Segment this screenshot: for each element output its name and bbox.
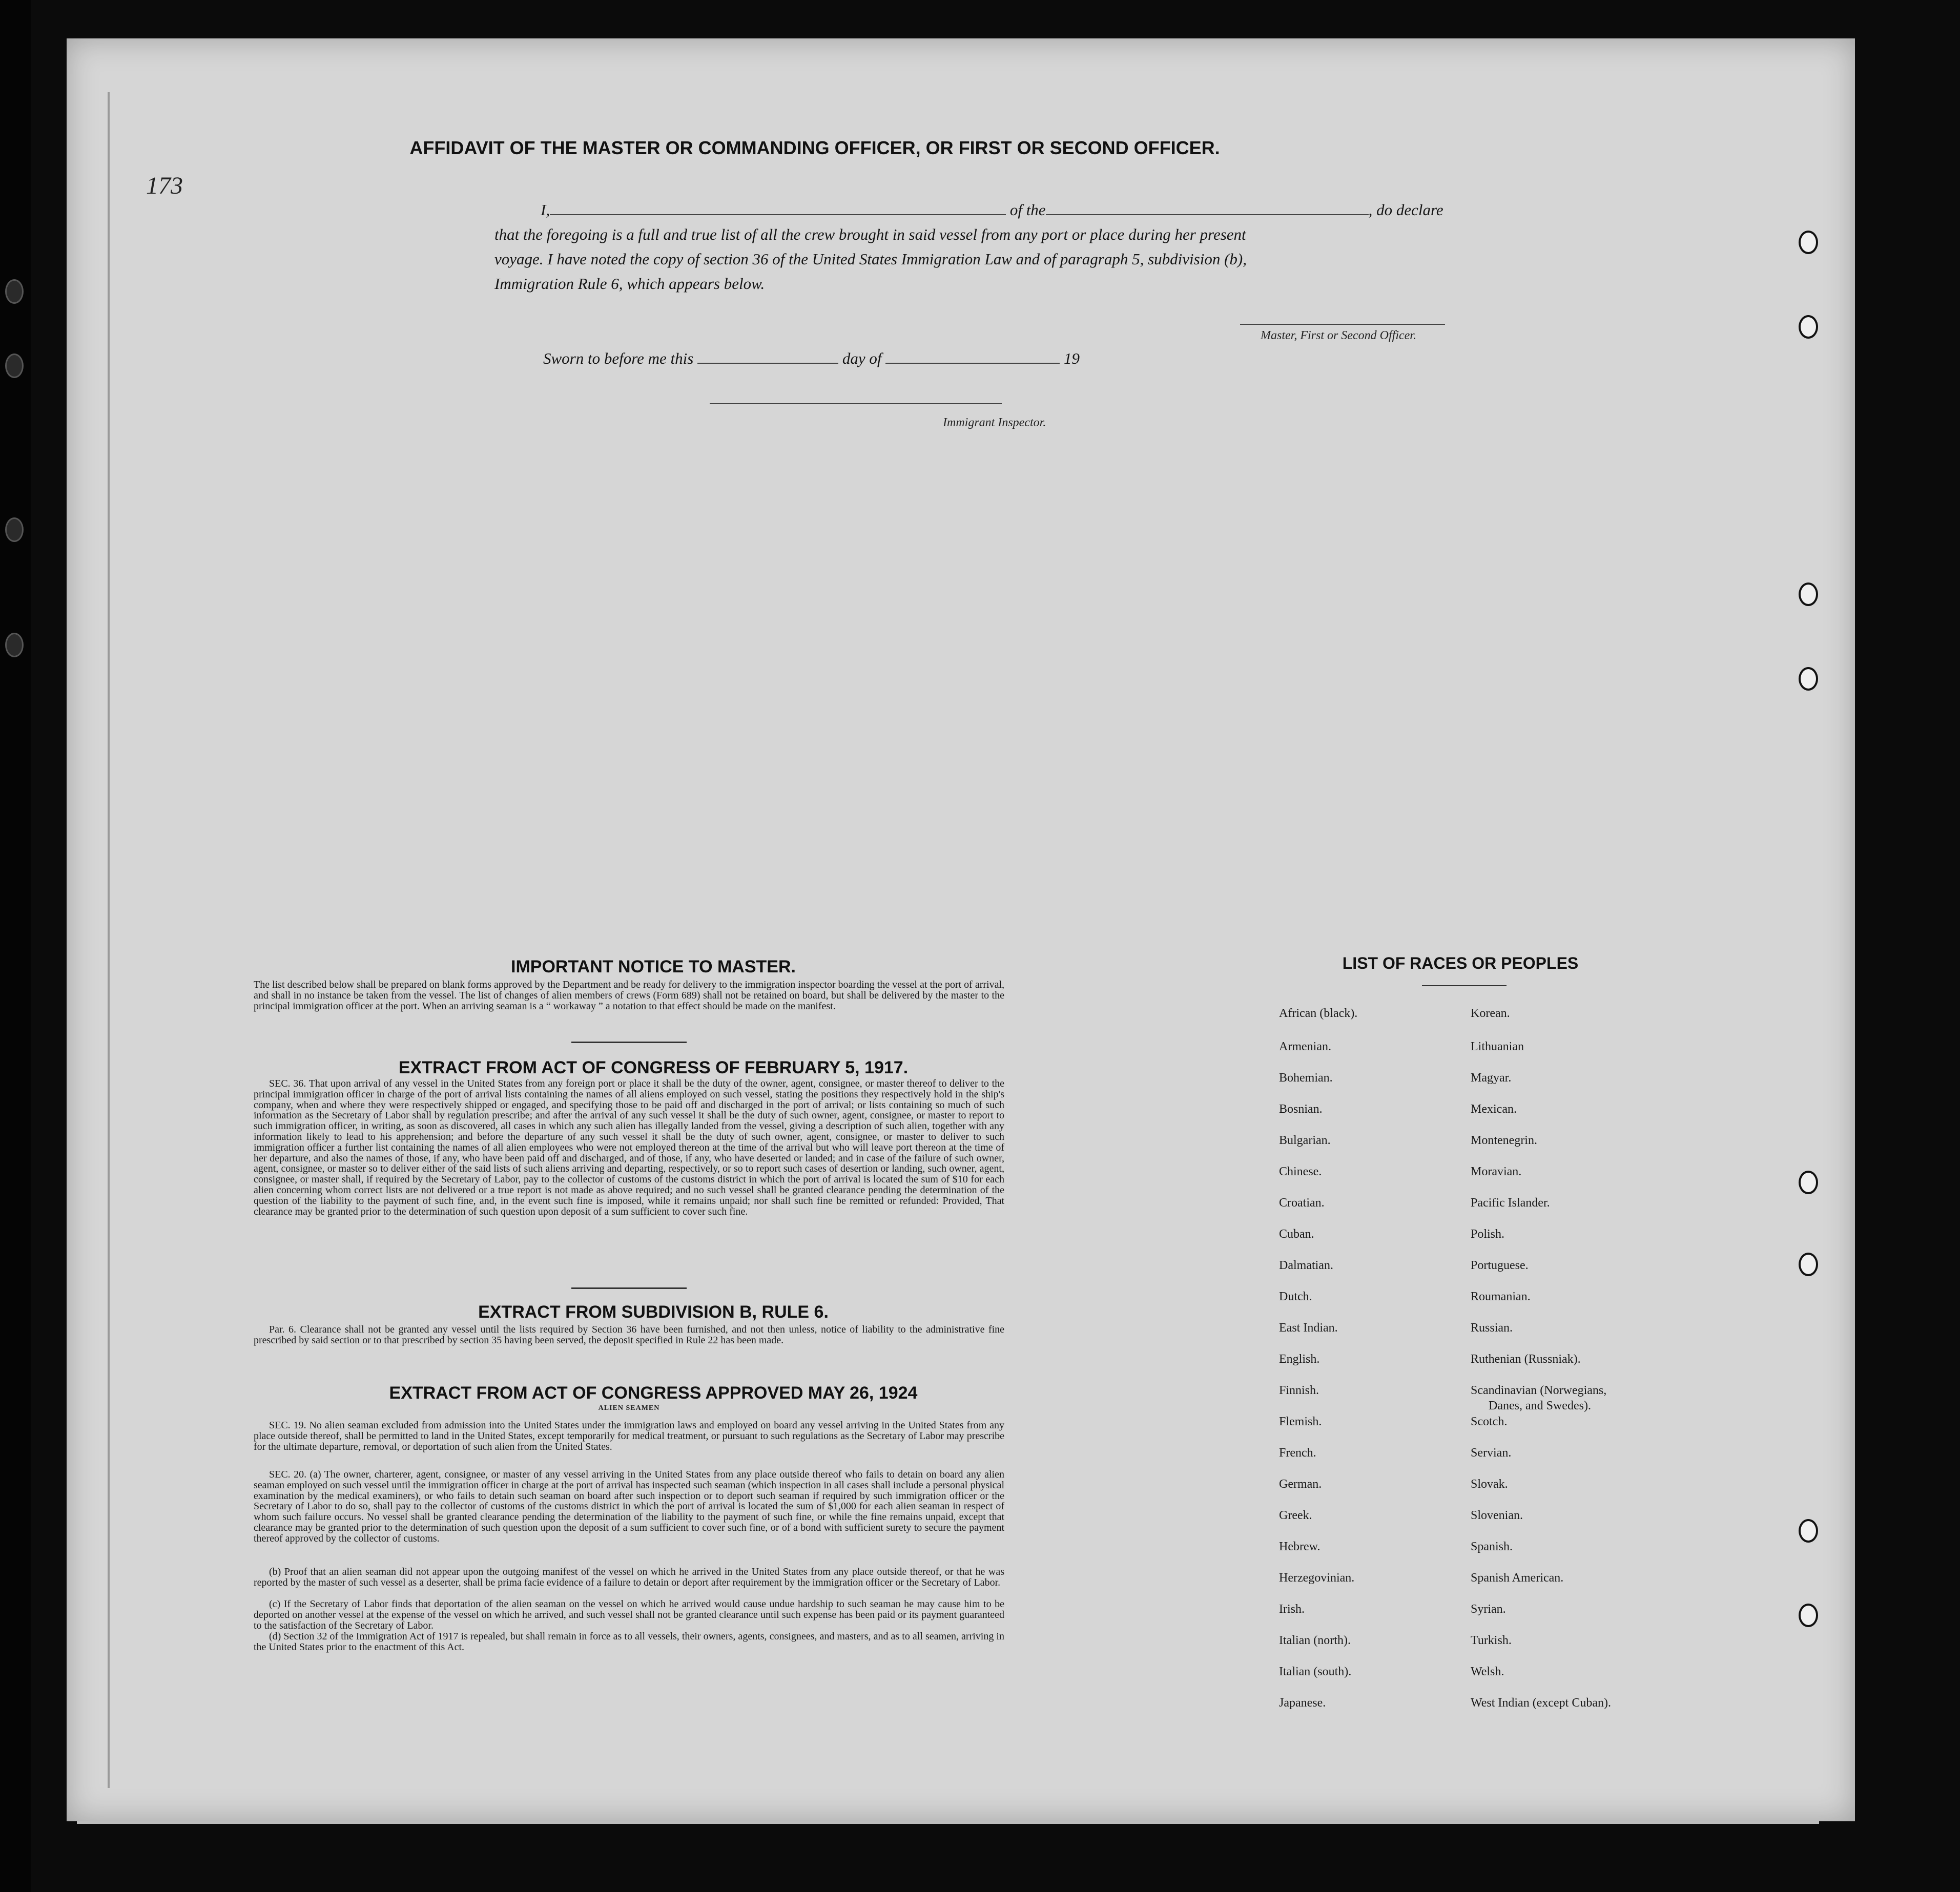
race-item: English.: [1279, 1353, 1320, 1366]
race-item: Magyar.: [1471, 1071, 1512, 1085]
race-item: Slovak.: [1471, 1478, 1508, 1491]
race-item: Spanish American.: [1471, 1571, 1564, 1585]
affidavit-line-3: voyage. I have noted the copy of section 36 of the United States Immigration Law and of paragraph 5, subdivision (b),: [494, 250, 1247, 268]
race-item: Danes, and Swedes).: [1489, 1399, 1591, 1412]
binder-hole: [5, 517, 24, 542]
affidavit-declare-label: , do declare: [1368, 201, 1443, 219]
race-item: Croatian.: [1279, 1196, 1325, 1210]
important-notice-title: IMPORTANT NOTICE TO MASTER.: [511, 957, 796, 976]
extract-1924-sec19: SEC. 19. No alien seaman excluded from admission into the United States under the immigration laws and employed on board any vessel arriving in the United States from any place outside thereof, shall be permitted to land in the United States, except temporarily for medical treatment, or pursuant to such regulations as the Secretary of Labor may prescribe for the ultimate departure, removal, or deportation of such alien from the United States.: [254, 1420, 1004, 1452]
inspector-signature-line[interactable]: [710, 402, 1002, 404]
race-item: Greek.: [1279, 1509, 1312, 1522]
extract-1924-sec20b: (b) Proof that an alien seaman did not appear upon the outgoing manifest of the vessel on which he arrived in the United States from any place outside thereof, or that he was reported by the master of such vessel as a deserter, shall be prima facie evidence of a failure to detain or deport after requirement by the immigration officer or the Secretary of Labor.: [254, 1566, 1004, 1588]
sworn-day-blank-field[interactable]: [697, 352, 838, 364]
race-item: Polish.: [1471, 1228, 1505, 1241]
race-item: Portuguese.: [1471, 1259, 1529, 1272]
punch-hole: [1799, 1171, 1818, 1194]
race-item: Finnish.: [1279, 1384, 1319, 1397]
race-item: Scandinavian (Norwegians,: [1471, 1384, 1607, 1397]
race-item: Bulgarian.: [1279, 1134, 1331, 1147]
race-item: Irish.: [1279, 1603, 1305, 1616]
race-item: Dutch.: [1279, 1290, 1312, 1303]
punch-hole: [1799, 583, 1818, 606]
affidavit-title: AFFIDAVIT OF THE MASTER OR COMMANDING OFFICER, OR FIRST OR SECOND OFFICER.: [409, 137, 1220, 158]
race-item: Mexican.: [1471, 1103, 1517, 1116]
affidavit-line-4: Immigration Rule 6, which appears below.: [494, 275, 765, 293]
race-item: Hebrew.: [1279, 1540, 1321, 1553]
race-item: Roumanian.: [1471, 1290, 1531, 1303]
race-item: Cuban.: [1279, 1228, 1314, 1241]
sworn-before-label: Sworn to before me this: [543, 349, 694, 367]
extract-1924-subtitle: ALIEN SEAMEN: [598, 1404, 660, 1412]
race-item: Montenegrin.: [1471, 1134, 1537, 1147]
extract-rule6-text: Par. 6. Clearance shall not be granted any vessel until the lists required by Section 36 have been furnished, and not then unless, notice of liability to the administrative fine prescribed by said section or to that prescribed by section 35 having been served, the deposit specified in Rule 22 has been made.: [254, 1324, 1004, 1346]
races-title-underline: [1422, 985, 1507, 986]
race-item: Scotch.: [1471, 1415, 1508, 1428]
punch-hole: [1799, 1519, 1818, 1543]
extract-1924-sec20c: (c) If the Secretary of Labor finds that deportation of the alien seaman on the vessel on which he arrived would cause undue hardship to such seaman he may cause him to be deported on another vessel at the expense of the vessel on which he arrived, and such vessel shall not be granted clearance until such expense has been paid or its payment guaranteed to the satisfaction of the Secretary of Labor.: [254, 1598, 1004, 1631]
extract-1917-title: EXTRACT FROM ACT OF CONGRESS OF FEBRUARY 5, 1917.: [398, 1058, 909, 1077]
race-item: French.: [1279, 1446, 1316, 1460]
name-blank-field[interactable]: [550, 204, 1006, 215]
sworn-line: [543, 349, 1080, 368]
race-item: Dalmatian.: [1279, 1259, 1333, 1272]
affidavit-i-label: I,: [541, 201, 550, 219]
race-item: Servian.: [1471, 1446, 1512, 1460]
race-item: Welsh.: [1471, 1665, 1504, 1678]
race-item: Syrian.: [1471, 1603, 1506, 1616]
binder-hole: [5, 633, 24, 657]
corner-page-number: 173: [146, 172, 183, 199]
officer-signature-label: Master, First or Second Officer.: [1261, 329, 1416, 342]
race-item: Russian.: [1471, 1321, 1513, 1335]
extract-1917-text: SEC. 36. That upon arrival of any vessel in the United States from any foreign port or place it shall be the duty of the owner, agent, consignee, or master thereof to deliver to the principal immigration officer in charge of the port of arrival lists containing the names of all aliens employed on such vessel, stating the positions they respectively hold in the ship's company, when and where they were respectively shipped or engaged, and specifying those to be paid off and discharged in the port of arrival; or lists containing so much of such information as the Secretary of Labor shall by regulation prescribe; and after the arrival of any such vessel it shall be the duty of such owner, agent, consignee, or master to report to such immigration officer, in writing, as soon as discovered, all cases in which any such alien has illegally landed from the vessel, giving a description of such alien, together with any information likely to lead to his apprehension; and before the departure of any such vessel it shall be the duty of such owner, agent, consignee, or master to deliver to such immigration officer a further list containing the names of all alien employees who were not employed thereon at the time of the arrival but who will leave port thereon at the time of her departure, and also the names of those, if any, who have been paid off and discharged, and of those, if any, who have deserted or landed; and in case of the failure of such owner, agent, consignee, or master so to deliver either of the said lists of such aliens arriving and departing, respectively, or so to report such cases of desertion or landing, such owner, agent, consignee, or master shall, if required by the Secretary of Labor, pay to the collector of customs of the customs district in which the port of arrival is located the sum of $10 for each alien concerning whom correct lists are not delivered or a true report is not made as above required; and no such vessel shall be granted clearance pending the determination of the question of the liability to the payment of such fine, and, in the event such fine is imposed, while it remains unpaid; nor shall such fine be remitted or refunded: Provided, That clearance may be granted prior to the determination of such question upon deposit of a sum sufficient to cover such fine.: [254, 1078, 1004, 1217]
race-item: Turkish.: [1471, 1634, 1512, 1647]
race-item: German.: [1279, 1478, 1322, 1491]
extract-rule6-title: EXTRACT FROM SUBDIVISION B, RULE 6.: [478, 1302, 829, 1322]
binder-hole: [5, 279, 24, 304]
race-item: Bosnian.: [1279, 1103, 1323, 1116]
punch-hole: [1799, 667, 1818, 691]
race-item: Bohemian.: [1279, 1071, 1333, 1085]
punch-hole: [1799, 1253, 1818, 1276]
race-item: Lithuanian: [1471, 1040, 1524, 1053]
officer-signature-line[interactable]: [1240, 323, 1445, 325]
section-divider: [571, 1287, 687, 1289]
section-divider: [571, 1042, 687, 1043]
extract-1924-sec20d: (d) Section 32 of the Immigration Act of 1917 is repealed, but shall remain in force as to all vessels, their owners, agents, consignees, and masters, and as to all seamen, arriving in the United States prior to the enactment of this Act.: [254, 1631, 1004, 1653]
race-item: Flemish.: [1279, 1415, 1322, 1428]
race-item: Pacific Islander.: [1471, 1196, 1550, 1210]
vessel-blank-field[interactable]: [1046, 204, 1369, 215]
day-of-label: day of: [842, 349, 882, 367]
extract-1924-title: EXTRACT FROM ACT OF CONGRESS APPROVED MAY 26, 1924: [389, 1383, 918, 1403]
document-page: [67, 38, 1855, 1821]
race-item: Italian (south).: [1279, 1665, 1352, 1678]
race-item: West Indian (except Cuban).: [1471, 1696, 1611, 1710]
race-item: Korean.: [1471, 1007, 1510, 1020]
races-list-title: LIST OF RACES OR PEOPLES: [1342, 954, 1579, 972]
important-notice-text: The list described below shall be prepared on blank forms approved by the Department and be ready for delivery to the immigration inspector boarding the vessel at the port of arrival, and shall in no instance be taken from the vessel. The list of changes of alien members of crews (Form 689) shall not be retained on board, but shall be delivered by the master to the principal immigration officer at the port. When an arriving seaman is a “ workaway ” a notation to that effect should be made on the manifest.: [254, 979, 1004, 1012]
race-item: African (black).: [1279, 1007, 1358, 1020]
punch-hole: [1799, 315, 1818, 339]
page-fold-line: [108, 92, 110, 1788]
race-item: Chinese.: [1279, 1165, 1322, 1178]
year-prefix: 19: [1063, 349, 1080, 367]
race-item: Italian (north).: [1279, 1634, 1351, 1647]
race-item: Armenian.: [1279, 1040, 1331, 1053]
affidavit-declaration-line: [541, 201, 1443, 219]
race-item: Ruthenian (Russniak).: [1471, 1353, 1581, 1366]
punch-hole: [1799, 231, 1818, 254]
affidavit-of-the-label: of the: [1009, 201, 1046, 219]
sworn-month-blank-field[interactable]: [885, 352, 1060, 364]
race-item: Spanish.: [1471, 1540, 1513, 1553]
race-item: Herzegovinian.: [1279, 1571, 1355, 1585]
affidavit-line-2: that the foregoing is a full and true list of all the crew brought in said vessel from any port or place during her present: [494, 225, 1246, 243]
binder-hole: [5, 354, 24, 378]
race-item: East Indian.: [1279, 1321, 1338, 1335]
punch-hole: [1799, 1604, 1818, 1627]
extract-1924-sec20a: SEC. 20. (a) The owner, charterer, agent, consignee, or master of any vessel arriving in the United States from any place outside thereof who fails to detain on board any alien seaman employed on such vessel until the immigration officer in charge at the port of arrival has inspected such seaman (which inspection in all cases shall include a personal physical examination by the medical examiners), or who fails to detain such seaman on board after such inspection or to deport such seaman if required by such immigration officer or the Secretary of Labor to do so, shall pay to the collector of customs of the customs district in which the port of arrival is located the sum of $1,000 for each alien seaman in respect of whom such failure occurs. No vessel shall be granted clearance pending the determination of the liability to the payment of such fine, or while the fine remains unpaid, except that clearance may be granted prior to the determination of such question upon the deposit of a sum sufficient to cover such fine, or of a bond with sufficient surety to secure the payment thereof approved by the collector of customs.: [254, 1469, 1004, 1544]
race-item: Moravian.: [1471, 1165, 1522, 1178]
inspector-signature-label: Immigrant Inspector.: [943, 416, 1046, 429]
race-item: Slovenian.: [1471, 1509, 1523, 1522]
race-item: Japanese.: [1279, 1696, 1326, 1710]
